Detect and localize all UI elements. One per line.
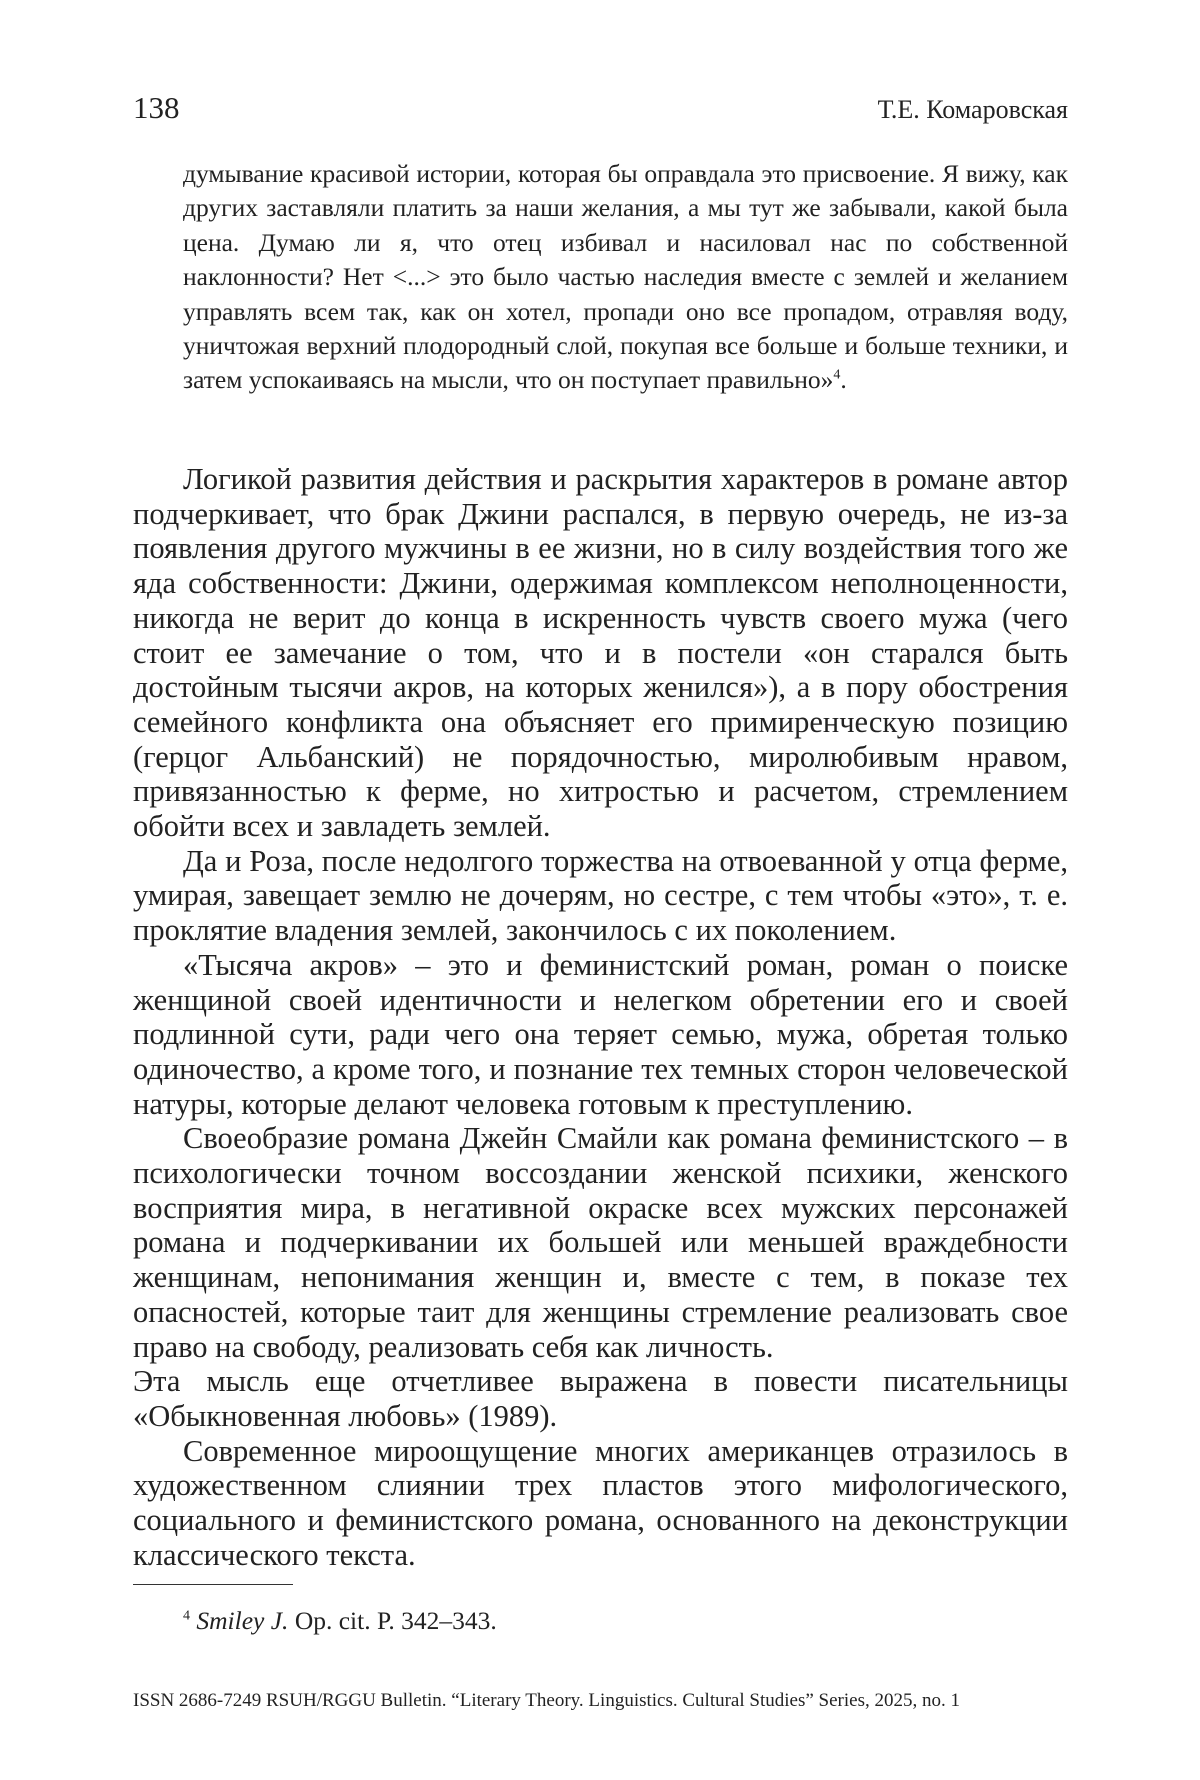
quote-paragraph <box>183 157 1068 398</box>
journal-footer: ISSN 2686-7249 RSUH/RGGU Bulletin. “Literary Theory. Linguistics. Cultural Studies” Series, 2025, no. 1 <box>133 1690 960 1711</box>
footnote-text: Op. cit. P. 342–343. <box>288 1606 497 1635</box>
paragraph: Да и Роза, после недолгого торжества на отвоеванной у отца ферме, умирая, завещает землю не дочерям, но сестре, с тем чтобы «это», т. е. проклятие владения землей, закончилось с их поколением. <box>133 843 1068 948</box>
paragraph: «Тысяча акров» – это и феминистский роман, роман о поиске женщиной своей идентичности и нелегком обретении его и своей подлинной сути, ради чего она теряет семью, мужа, обретая только одиночество, а кроме того, и познание тех темных сторон человеческой натуры, которые делают человека готовым к преступлению. <box>133 947 1068 1121</box>
paragraph: Своеобразие романа Джейн Смайли как романа феминистского – в психологически точном воссоздании женской психики, женского восприятия мира, в негативной окраске всех мужских персонажей романа и подчеркивании их большей или меньшей враждебности женщинам, непонимания женщин и, вместе с тем, в показе тех опасностей, которые таит для женщины стремление реализовать свое право на свободу, реализовать себя как личность. <box>133 1121 1068 1364</box>
main-text <box>133 462 1068 1573</box>
footnote <box>183 1604 497 1638</box>
paragraph: Современное мироощущение многих американцев отразилось в художественном слиянии трех пластов этого мифологического, социального и феминистского романа, основанного на деконструкции классического текста. <box>133 1433 1068 1572</box>
quote-text: думывание красивой истории, которая бы оправдала это присвоение. Я вижу, как других заставляли платить за наши желания, а мы тут же забывали, какой была цена. Думаю ли я, что отец избивал и насиловал нас по собственной наклонности? Нет <...> это было частью наследия вместе с землей и желанием управлять всем так, как он хотел, пропади оно все пропадом, отравляя воду, уничтожая верхний плодородный слой, покупая все больше и больше техники, и затем успокаиваясь на мысли, что он поступает правильно» <box>183 159 1068 395</box>
running-header-author: Т.Е. Комаровская <box>877 95 1068 124</box>
quote-end: . <box>840 365 847 395</box>
footnote-author: Smiley J. <box>196 1606 289 1635</box>
page-number: 138 <box>133 90 180 125</box>
footnote-divider <box>133 1584 293 1585</box>
footnote-number: 4 <box>183 1608 191 1624</box>
paragraph: Эта мысль еще отчетливее выражена в повести писательницы «Обыкновенная любовь» (1989). <box>133 1364 1068 1433</box>
block-quote <box>183 157 1068 398</box>
paragraph: Логикой развития действия и раскрытия характеров в романе автор подчеркивает, что брак Джини распался, в первую очередь, не из-за появления другого мужчины в ее жизни, но в силу воздействия того же яда собственности: Джини, одержимая комплексом неполноценности, никогда не верит до конца в искренность чувств своего мужа (чего стоит ее замечание о том, что и в постели «он старался быть достойным тысячи акров, на которых женился»), а в пору обострения семейного конфликта она объясняет его примиренческую позицию (герцог Альбанский) не порядочностью, миролюбивым нравом, привязанностью к ферме, но хитростью и расчетом, стремлением обойти всех и завладеть землей. <box>133 462 1068 844</box>
footnote-reference[interactable]: 4 <box>833 367 841 383</box>
